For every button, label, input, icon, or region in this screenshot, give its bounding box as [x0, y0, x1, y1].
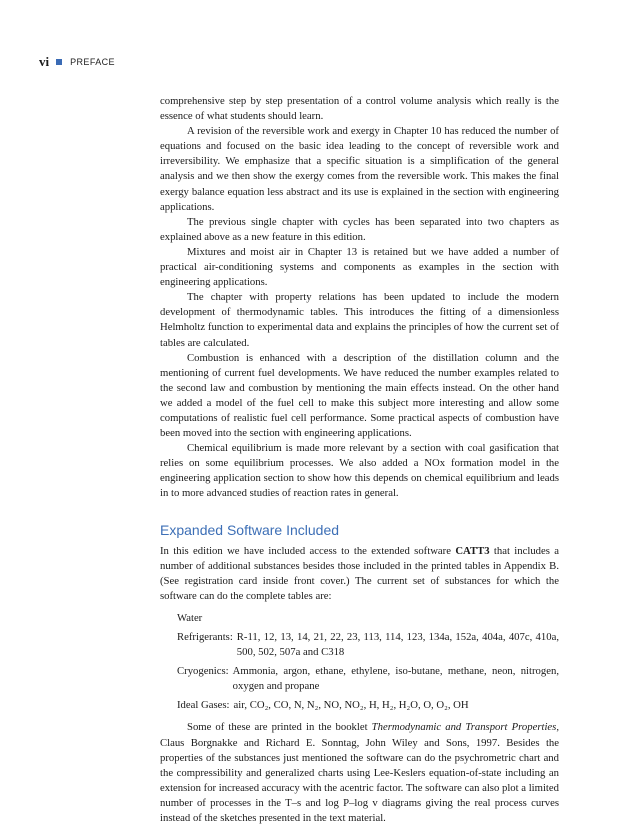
section-label: PREFACE	[70, 57, 115, 67]
paragraph: Mixtures and moist air in Chapter 13 is retained but we have added a number of practical air-conditioning systems and components as examples in the section with engineering applications.	[160, 245, 559, 289]
paragraph: The chapter with property relations has been updated to include the modern development of thermodynamic tables. This introduces the fitting of a dimensionless Helmholtz function to experimental data and explains the principles of how the current set of tables are calculated.	[160, 291, 559, 349]
intro-text: In this edition we have included access to the extended software	[160, 544, 456, 557]
closing-text: Some of these are printed in the booklet	[187, 721, 372, 734]
intro-text-rest: that includes a number of additional substances besides those included in the printed tables in Appendix B. (See registration card inside front cover.) The current set of substances for which the software can do the complete tables are:	[160, 544, 560, 602]
closing-paragraph	[160, 720, 559, 826]
list-item-ideal-gases	[177, 698, 559, 713]
booklet-title: Thermodynamic and Transport Properties	[371, 721, 557, 734]
header-square-icon	[56, 59, 62, 65]
list-item-cryogenics	[177, 664, 559, 694]
paragraph: The previous single chapter with cycles has been separated into two chapters as explained above as a new feature in this edition.	[160, 215, 559, 243]
list-item-refrigerants	[177, 630, 559, 660]
section-intro	[160, 544, 559, 604]
cryogenics-label: Cryogenics:	[177, 665, 229, 678]
substance-list	[177, 611, 559, 714]
paragraph: A revision of the reversible work and exergy in Chapter 10 has reduced the number of equations and focused on the basic idea leading to the concept of reversible work and irreversibility. We emphasize that a specific situation is a simplification of the general analysis and we then show the exergy comes from the reversible work. This makes the final exergy balance equation less abstract and its use is explained in the section with engineering applications.	[160, 125, 559, 213]
paragraph: comprehensive step by step presentation of a control volume analysis which really is the essence of what students should learn.	[160, 95, 559, 123]
running-header	[39, 55, 115, 69]
section-heading: Expanded Software Included	[160, 521, 340, 538]
refrigerants-label: Refrigerants:	[177, 631, 233, 643]
paragraph: Chemical equilibrium is made more relevant by a section with coal gasification that relies on some equilibrium processes. We also added a NOx formation model in the engineering application section to show how this depends on chemical equilibrium and leads in to more advanced studies of reaction rates in general.	[160, 442, 559, 500]
refrigerants-value: R-11, 12, 13, 14, 21, 22, 23, 113, 114, 123, 134a, 152a, 404a, 407c, 410a, 500, 502, 507a and C318	[236, 631, 559, 659]
software-name: CATT3	[455, 544, 490, 557]
body-text	[160, 94, 559, 826]
list-item-water	[177, 611, 559, 626]
closing-text-rest: , Claus Borgnakke and Richard E. Sonntag, John Wiley and Sons, 1997. Besides the properties of the substances just mentioned the software can do the psychrometric chart and the compressibility and generalized charts using Lee-Keslers equation-of-state including an extension for increased accuracy with the acentric factor. The software can also plot a limited number of processes in the T–s and log P–log v diagrams giving the real process curves instead of the sketches presented in the text material.	[160, 721, 559, 825]
water-label: Water	[177, 611, 203, 624]
cryogenics-value: Ammonia, argon, ethane, ethylene, iso-butane, methane, neon, nitrogen, oxygen and propane	[232, 665, 559, 693]
paragraph: Combustion is enhanced with a description of the distillation column and the mentioning of current fuel developments. We have reduced the number examples related to the second law and combustion by mentioning the main effects instead. On the other hand we added a model of the fuel cell to make this subject more interesting and allow some computations of realistic fuel cell performance. Some practical aspects of combustion have been moved into the section with engineering applications.	[160, 351, 559, 440]
ideal-gases-label: Ideal Gases:	[177, 699, 230, 712]
ideal-gases-value: air, CO₂, CO, N, N₂, NO, NO₂, H, H₂, H₂O, O, O₂, OH	[233, 699, 469, 712]
page-number: vi	[39, 54, 50, 69]
